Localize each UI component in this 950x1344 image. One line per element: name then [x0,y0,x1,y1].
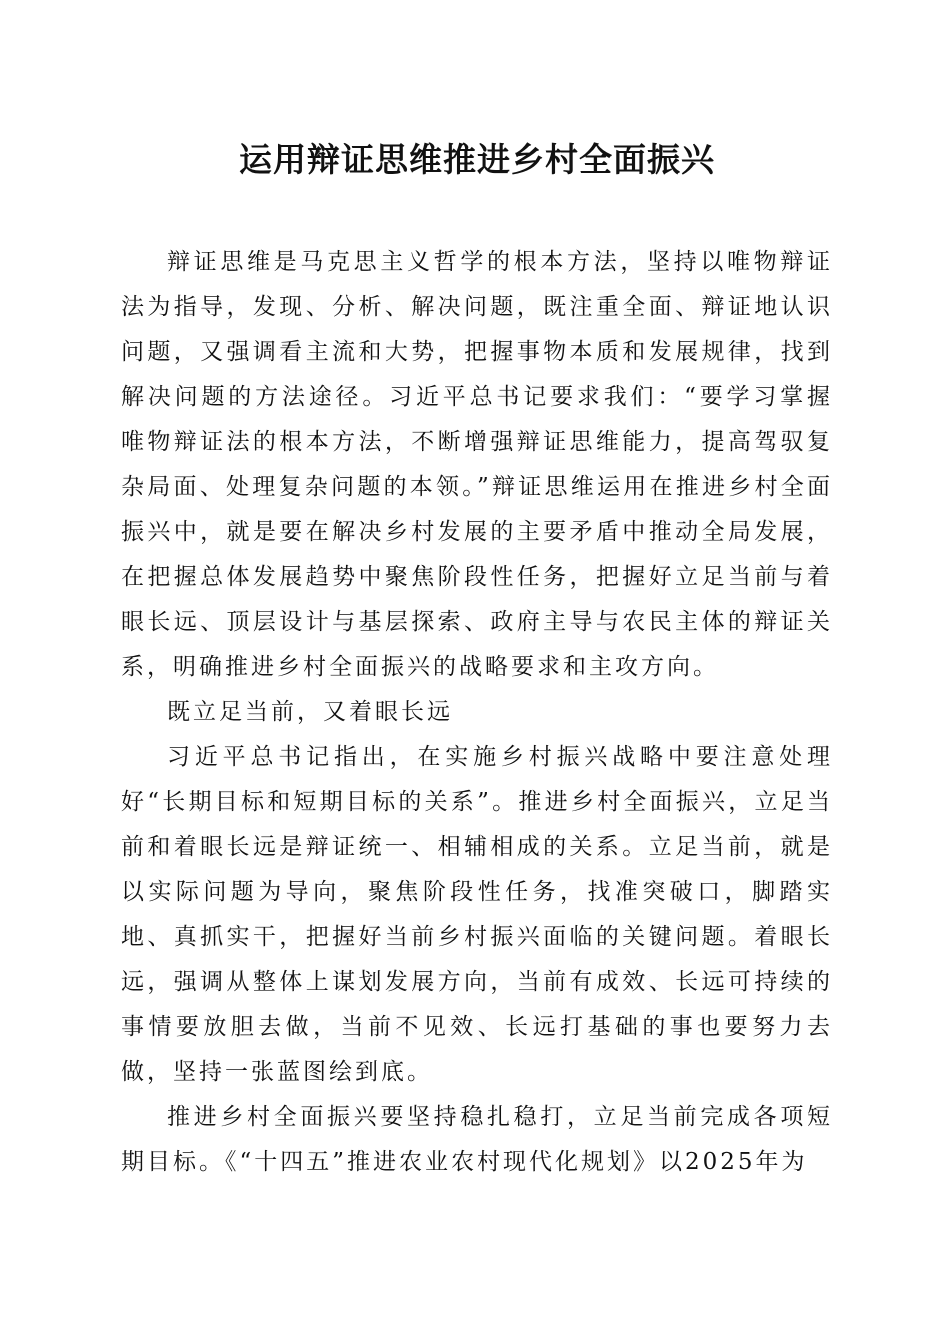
paragraph-section-2: 推进乡村全面振兴要坚持稳扎稳打，立足当前完成各项短期目标。《“十四五”推进农业农村现代化规划》以2025年为 [121,1104,833,1175]
section-heading: 既立足当前，又着眼长远 [167,699,453,725]
paragraph-section-1: 习近平总书记指出，在实施乡村振兴战略中要注意处理好“长期目标和短期目标的关系”。推进乡村全面振兴，立足当前和着眼长远是辩证统一、相辅相成的关系。立足当前，就是以实际问题为导向，聚焦阶段性任务，找准突破口，脚踏实地、真抓实干，把握好当前乡村振兴面临的关键问题。着眼长远，强调从整体上谋划发展方向，当前有成效、长远可持续的事情要放胆去做，当前不见效、长远打基础的事也要努力去做，坚持一张蓝图绘到底。 [121,744,833,1085]
document-page [121,130,833,1185]
paragraph-intro: 辩证思维是马克思主义哲学的根本方法，坚持以唯物辩证法为指导，发现、分析、解决问题，既注重全面、辩证地认识问题，又强调看主流和大势，把握事物本质和发展规律，找到解决问题的方法途径。习近平总书记要求我们：“要学习掌握唯物辩证法的根本方法，不断增强辩证思维能力，提高驾驭复杂局面、处理复杂问题的本领。”辩证思维运用在推进乡村全面振兴中，就是要在解决乡村发展的主要矛盾中推动全局发展，在把握总体发展趋势中聚焦阶段性任务，把握好立足当前与着眼长远、顶层设计与基层探索、政府主导与农民主体的辩证关系，明确推进乡村全面振兴的战略要求和主攻方向。 [121,249,833,680]
document-title: 运用辩证思维推进乡村全面振兴 [239,140,715,179]
